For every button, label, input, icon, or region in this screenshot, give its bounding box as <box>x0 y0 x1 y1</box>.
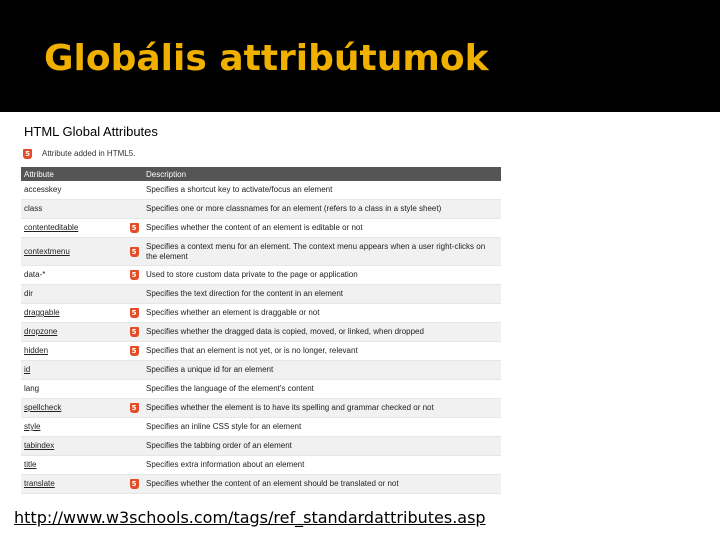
attribute-link[interactable]: contextmenu <box>24 246 70 256</box>
attribute-cell <box>21 342 125 361</box>
html5-cell <box>125 475 143 494</box>
attribute-cell <box>21 323 125 342</box>
html5-icon: 5 <box>130 308 139 318</box>
source-url-link[interactable]: http://www.w3schools.com/tags/ref_standardattributes.asp <box>14 508 486 527</box>
table-row <box>21 361 501 380</box>
description-cell: Used to store custom data private to the page or application <box>143 266 501 285</box>
table-row <box>21 418 501 437</box>
html5-cell <box>125 323 143 342</box>
description-cell: Specifies a context menu for an element. The context menu appears when a user right-clicks on the element <box>143 238 501 266</box>
attribute-cell <box>21 475 125 494</box>
attribute-cell <box>21 437 125 456</box>
html5-cell <box>125 418 143 437</box>
attribute-cell <box>21 304 125 323</box>
description-cell: Specifies extra information about an element <box>143 456 501 475</box>
attribute-link[interactable]: title <box>24 460 37 469</box>
table-row <box>21 456 501 475</box>
html5-cell <box>125 456 143 475</box>
table-row <box>21 475 501 494</box>
html5-cell <box>125 238 143 266</box>
table-row <box>21 342 501 361</box>
html5-icon: 5 <box>130 247 139 257</box>
column-header-attribute: Attribute <box>21 167 125 181</box>
html5-legend <box>21 147 221 161</box>
attribute-cell <box>21 399 125 418</box>
attribute-link[interactable]: dropzone <box>24 327 58 336</box>
description-cell: Specifies one or more classnames for an element (refers to a class in a style sheet) <box>143 200 501 219</box>
description-cell: Specifies a unique id for an element <box>143 361 501 380</box>
html5-icon: 5 <box>130 223 139 233</box>
description-cell: Specifies whether the dragged data is copied, moved, or linked, when dropped <box>143 323 501 342</box>
table-row <box>21 285 501 304</box>
legend-text: Attribute added in HTML5. <box>42 149 136 158</box>
attribute-link[interactable]: id <box>24 365 31 374</box>
attribute-cell <box>21 380 125 399</box>
attribute-link[interactable]: tabindex <box>24 441 55 450</box>
html5-cell <box>125 285 143 304</box>
description-cell: Specifies the text direction for the content in an element <box>143 285 501 304</box>
attribute-link[interactable]: hidden <box>24 346 49 355</box>
description-cell: Specifies whether the content of an element should be translated or not <box>143 475 501 494</box>
attribute-cell <box>21 285 125 304</box>
slide-header <box>0 0 720 112</box>
w3schools-screenshot <box>21 120 501 498</box>
description-cell: Specifies whether the element is to have its spelling and grammar checked or not <box>143 399 501 418</box>
attribute-name: dir <box>24 289 33 298</box>
html5-cell <box>125 399 143 418</box>
description-cell: Specifies an inline CSS style for an element <box>143 418 501 437</box>
attribute-cell <box>21 238 125 266</box>
slide-title: Globális attribútumok <box>44 38 489 79</box>
attribute-link[interactable]: translate <box>24 479 55 488</box>
table-row <box>21 238 501 266</box>
attribute-cell <box>21 361 125 380</box>
attribute-link[interactable]: draggable <box>24 308 60 317</box>
attribute-name: class <box>24 204 43 213</box>
attribute-name: data-* <box>24 270 46 279</box>
attribute-cell <box>21 418 125 437</box>
table-row <box>21 437 501 456</box>
table-row <box>21 181 501 200</box>
table-row <box>21 219 501 238</box>
html5-cell <box>125 380 143 399</box>
table-row <box>21 323 501 342</box>
html5-cell <box>125 219 143 238</box>
attribute-cell <box>21 181 125 200</box>
page-title: HTML Global Attributes <box>24 124 158 139</box>
html5-icon: 5 <box>130 270 139 280</box>
attribute-cell <box>21 219 125 238</box>
html5-cell <box>125 200 143 219</box>
attribute-link[interactable]: contenteditable <box>24 223 79 232</box>
attribute-link[interactable]: spellcheck <box>24 403 62 412</box>
html5-cell <box>125 361 143 380</box>
html5-cell <box>125 304 143 323</box>
attribute-cell <box>21 266 125 285</box>
table-header-row <box>21 167 501 181</box>
html5-cell <box>125 437 143 456</box>
table-row <box>21 380 501 399</box>
attributes-table <box>21 167 501 494</box>
attribute-link[interactable]: style <box>24 422 41 431</box>
description-cell: Specifies whether the content of an element is editable or not <box>143 219 501 238</box>
html5-icon: 5 <box>130 479 139 489</box>
description-cell: Specifies a shortcut key to activate/focus an element <box>143 181 501 200</box>
table-row <box>21 304 501 323</box>
table-body <box>21 181 501 494</box>
html5-cell <box>125 266 143 285</box>
description-cell: Specifies whether an element is draggable or not <box>143 304 501 323</box>
html5-cell <box>125 181 143 200</box>
attribute-cell <box>21 200 125 219</box>
column-header-description: Description <box>143 167 501 181</box>
html5-icon: 5 <box>130 327 139 337</box>
attribute-cell <box>21 456 125 475</box>
html5-icon: 5 <box>130 403 139 413</box>
column-header-html5 <box>125 167 143 181</box>
html5-icon: 5 <box>23 149 32 159</box>
description-cell: Specifies that an element is not yet, or is no longer, relevant <box>143 342 501 361</box>
html5-cell <box>125 342 143 361</box>
html5-icon: 5 <box>130 346 139 356</box>
table-row <box>21 266 501 285</box>
description-cell: Specifies the tabbing order of an element <box>143 437 501 456</box>
description-cell: Specifies the language of the element's content <box>143 380 501 399</box>
attribute-name: lang <box>24 384 40 393</box>
table-row <box>21 200 501 219</box>
table-row <box>21 399 501 418</box>
attribute-name: accesskey <box>24 185 62 194</box>
